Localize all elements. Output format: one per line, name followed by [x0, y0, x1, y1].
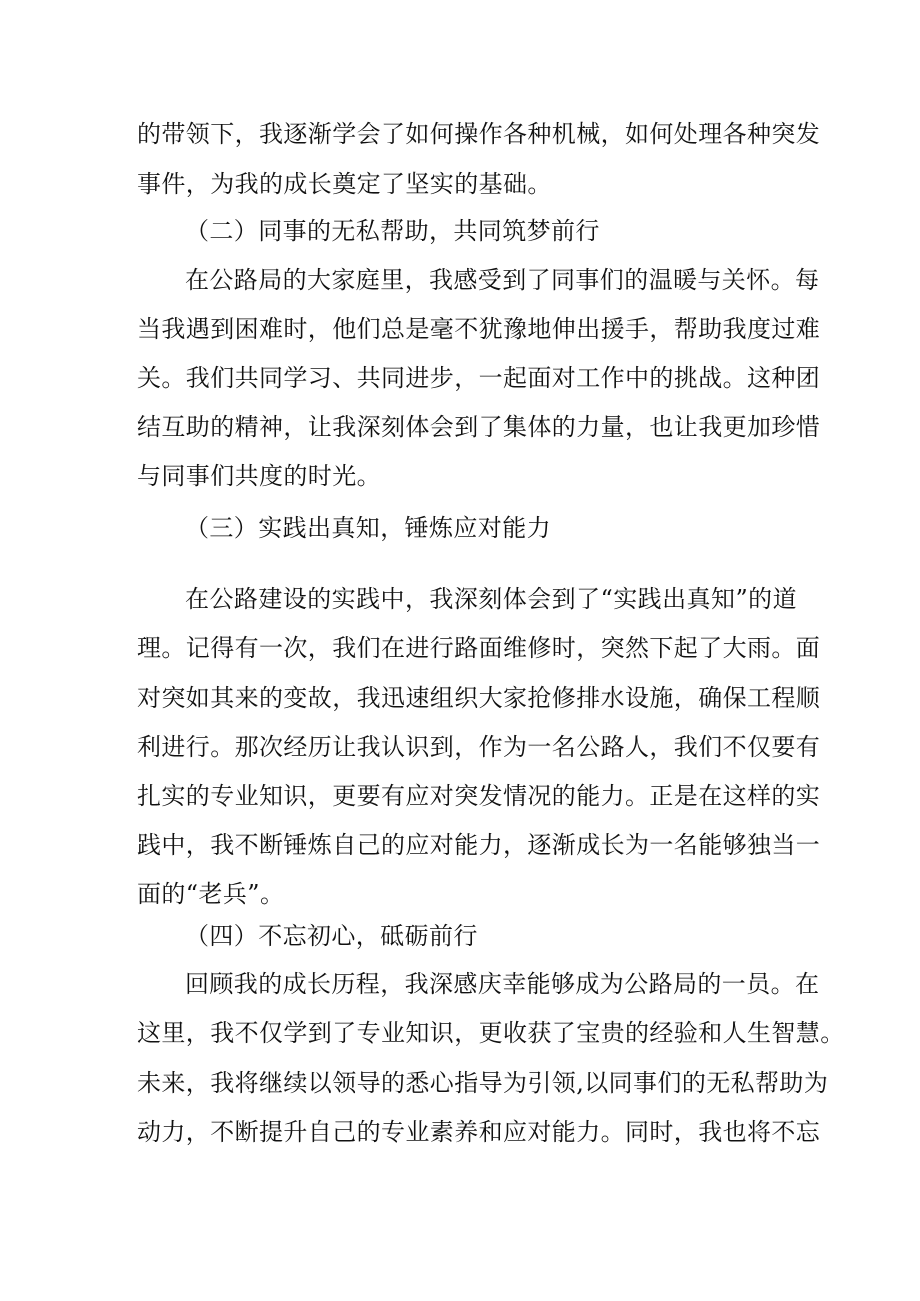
paragraph-line: 结互助的精神，让我深刻体会到了集体的力量，也让我更加珍惜 [137, 413, 821, 441]
paragraph-line: 的带领下，我逐渐学会了如何操作各种机械，如何处理各种突发 [137, 120, 821, 148]
paragraph-line: 对突如其来的变故，我迅速组织大家抢修排水设施，确保工程顺 [137, 684, 821, 712]
section-heading: （四）不忘初心，砥砺前行 [185, 922, 478, 950]
paragraph-line: 这里，我不仅学到了专业知识，更收获了宝贵的经验和人生智慧。 [137, 1019, 845, 1047]
paragraph-line: 回顾我的成长历程，我深感庆幸能够成为公路局的一员。在 [185, 970, 820, 998]
paragraph-line: 当我遇到困难时，他们总是毫不犹豫地伸出援手，帮助我度过难 [137, 315, 821, 343]
paragraph-line: 动力，不断提升自己的专业素养和应对能力。同时，我也将不忘 [137, 1118, 821, 1146]
section-heading: （二）同事的无私帮助，共同筑梦前行 [185, 217, 600, 245]
paragraph-line: 未来，我将继续以领导的悉心指导为引领,以同事们的无私帮助为 [137, 1069, 829, 1097]
paragraph-line: 关。我们共同学习、共同进步，一起面对工作中的挑战。这种团 [137, 364, 821, 392]
paragraph-line: 利进行。那次经历让我认识到，作为一名公路人，我们不仅要有 [137, 733, 821, 761]
paragraph-line: 面的“老兵”。 [137, 880, 285, 908]
paragraph-line: 在公路建设的实践中，我深刻体会到了“实践出真知”的道 [185, 585, 797, 613]
paragraph-line: 理。记得有一次，我们在进行路面维修时，突然下起了大雨。面 [137, 634, 821, 662]
paragraph-line: 事件，为我的成长奠定了坚实的基础。 [137, 170, 552, 198]
paragraph-line: 扎实的专业知识，更要有应对突发情况的能力。正是在这样的实 [137, 782, 821, 810]
section-heading: （三）实践出真知，锤炼应对能力 [185, 514, 551, 542]
paragraph-line: 践中，我不断锤炼自己的应对能力，逐渐成长为一名能够独当一 [137, 831, 821, 859]
paragraph-line: 在公路局的大家庭里，我感受到了同事们的温暖与关怀。每 [185, 266, 820, 294]
paragraph-line: 与同事们共度的时光。 [137, 462, 381, 490]
